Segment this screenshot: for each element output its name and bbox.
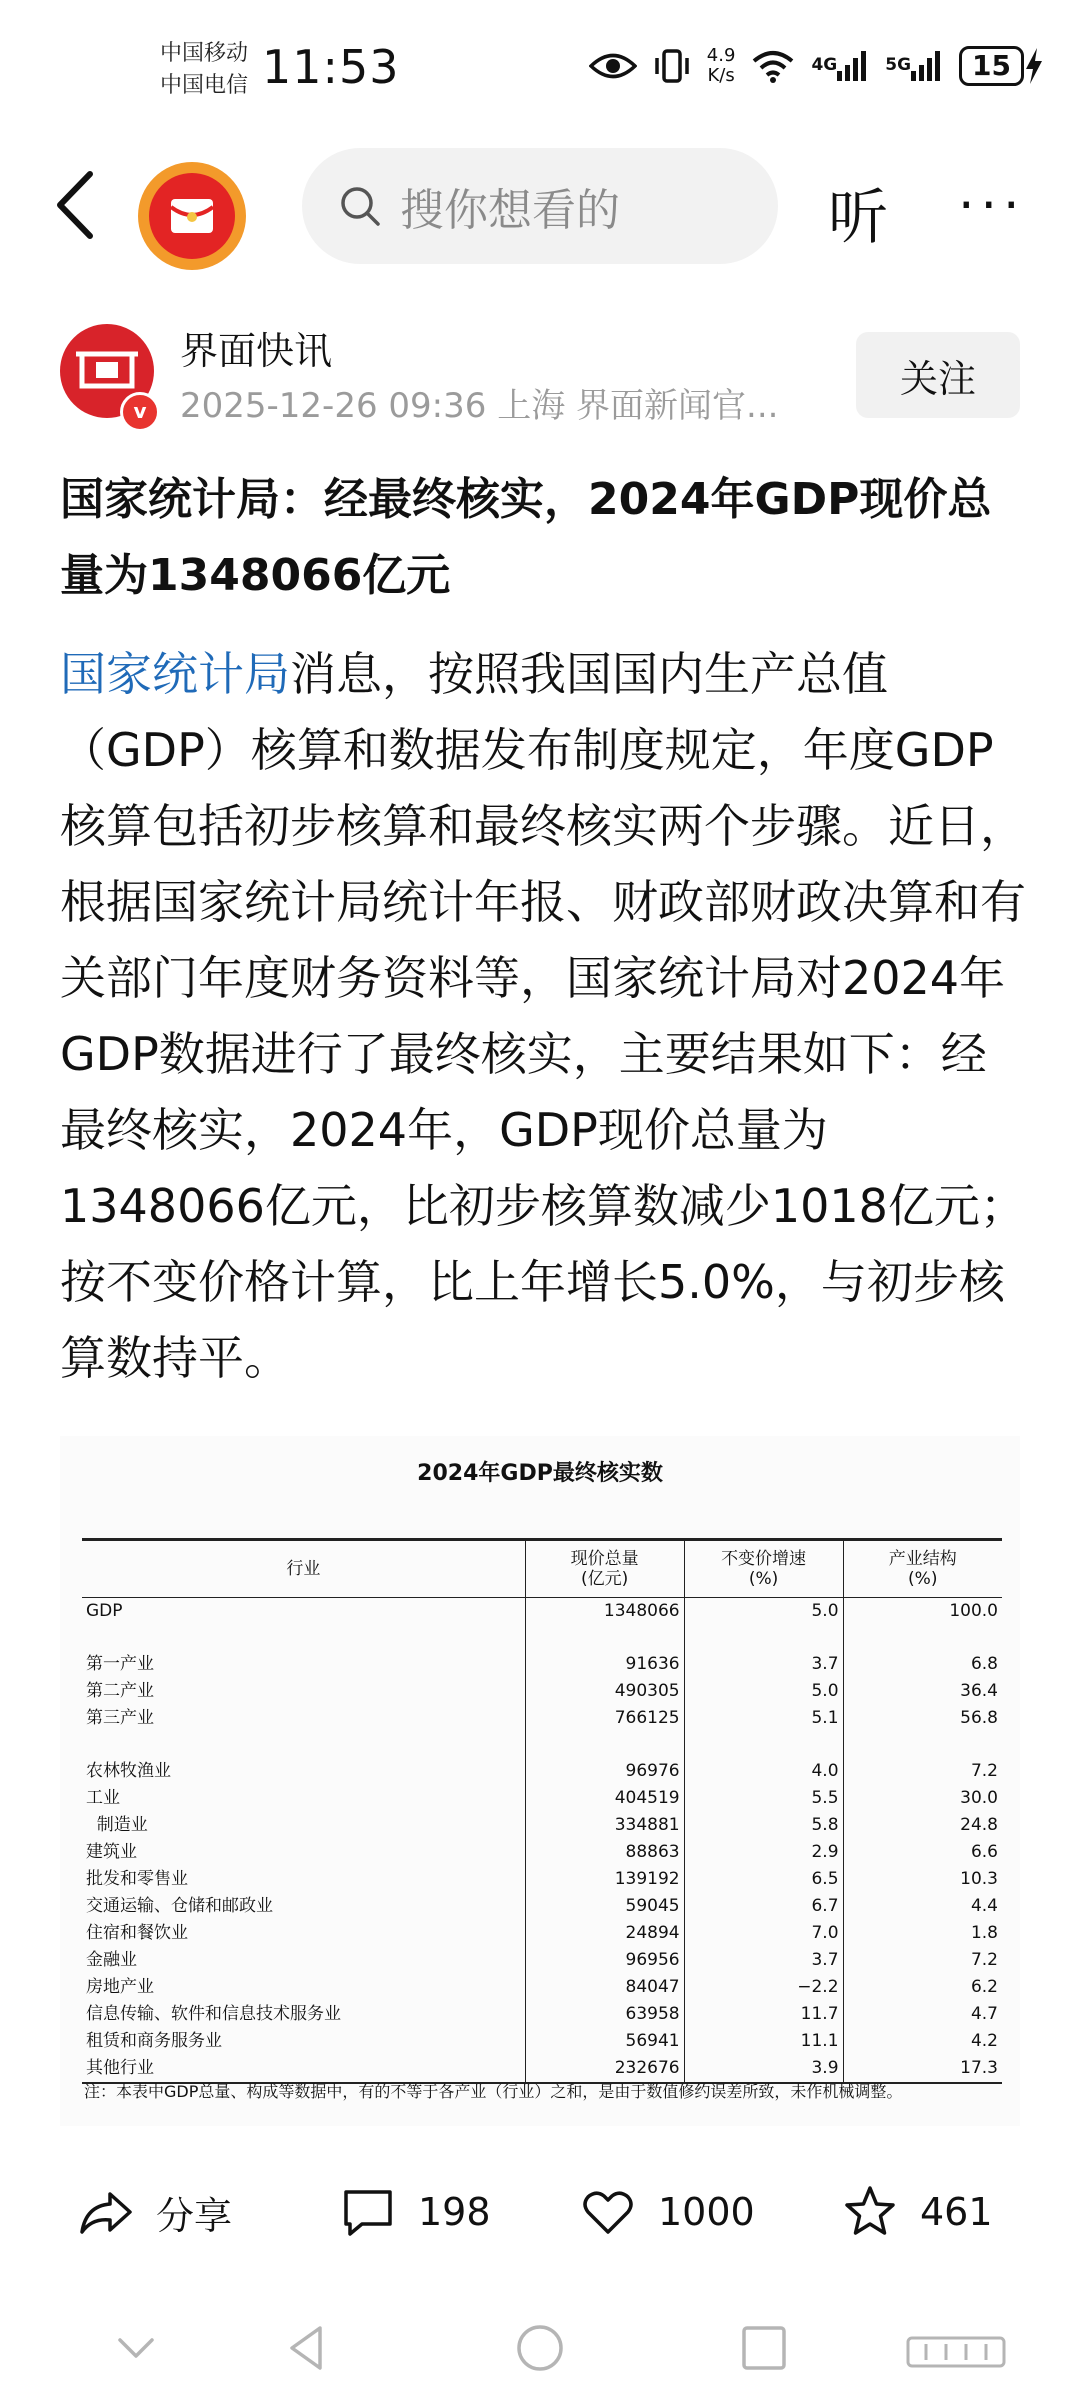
growth-cell: −2.2 [684,1974,843,2001]
growth-cell: 5.0 [684,1678,843,1705]
structure-cell: 10.3 [843,1866,1002,1893]
status-bar [0,0,1080,140]
vibrate-icon [653,48,691,84]
spacer-cell [82,1732,525,1758]
heart-icon [580,2184,636,2240]
header-growth-unit: (%) [748,1569,779,1589]
org-link[interactable]: 国家统计局 [60,647,290,701]
author-row [0,300,1080,430]
structure-cell: 6.2 [843,1974,1002,2001]
growth-cell: 11.7 [684,2001,843,2028]
comment-count: 198 [418,2190,491,2234]
growth-cell: 6.7 [684,1893,843,1920]
spacer-cell [82,1625,525,1651]
table-row [82,1974,1002,2001]
total-cell: 91636 [525,1651,684,1678]
industry-cell: 住宿和餐饮业 [86,1923,188,1943]
spacer-cell [843,1732,1002,1758]
structure-cell: 100.0 [843,1598,1002,1626]
industry-cell: 租赁和商务服务业 [86,2031,222,2051]
total-cell: 96976 [525,1758,684,1785]
total-cell: 96956 [525,1947,684,1974]
growth-cell: 5.0 [684,1598,843,1626]
industry-cell: 其他行业 [82,2055,525,2083]
signal-icon [835,49,869,83]
carrier-info [160,38,248,102]
post-time: 09:36 [388,386,487,426]
growth-cell: 5.8 [684,1812,843,1839]
wifi-icon [751,48,795,84]
table-row [82,1866,1002,1893]
table-row [82,1758,1002,1785]
table-title: 2024年GDP最终核实数 [417,1461,663,1486]
envelope-icon [167,193,217,239]
follow-button[interactable]: 关注 [856,332,1020,418]
table-body [82,1598,1002,2084]
structure-cell: 4.2 [843,2028,1002,2055]
author-name[interactable]: 界面快讯 [180,329,333,373]
keyboard-icon[interactable] [906,2334,1006,2370]
industry-cell: 建筑业 [86,1842,137,1862]
structure-cell: 6.6 [843,1839,1002,1866]
total-cell: 24894 [525,1920,684,1947]
structure-cell: 1.8 [843,1920,1002,1947]
structure-cell: 7.2 [843,1947,1002,1974]
nav-home-icon[interactable] [512,2320,568,2376]
total-cell: 88863 [525,1839,684,1866]
carrier-secondary: 中国电信 [160,73,249,98]
more-button[interactable]: ··· [958,176,1026,236]
spacer-cell [684,1625,843,1651]
growth-cell: 4.0 [684,1758,843,1785]
app-logo-inner [149,173,235,259]
industry-cell: 信息传输、软件和信息技术服务业 [86,2004,341,2024]
structure-cell: 4.4 [843,1893,1002,1920]
growth-cell: 2.9 [684,1839,843,1866]
industry-cell: 交通运输、仓储和邮政业 [86,1896,273,1916]
carrier-primary: 中国移动 [160,41,249,66]
charging-icon [1024,47,1044,85]
total-cell: 404519 [525,1785,684,1812]
status-icons [589,46,1044,86]
total-cell: 139192 [525,1866,684,1893]
header-structure-label: 产业结构 [888,1549,957,1569]
listen-button[interactable]: 听 [828,183,888,253]
share-label: 分享 [156,2193,233,2238]
search-box[interactable] [302,148,778,264]
total-cell: 59045 [525,1893,684,1920]
article-title: 国家统计局：经最终核实，2024年GDP现价总量为1348066亿元 [60,474,992,601]
industry-cell: 批发和零售业 [86,1869,188,1889]
nav-recents-icon[interactable] [736,2320,792,2376]
table-note: 注：本表中GDP总量、构成等数据中，有的不等于各产业（行业）之和，是由于数值修约误差所致，未作机械调整。 [84,2082,903,2101]
growth-cell: 6.5 [684,1866,843,1893]
top-nav [0,140,1080,270]
header-growth-label: 不变价增速 [721,1549,807,1569]
growth-cell: 3.7 [684,1651,843,1678]
structure-cell: 4.7 [843,2001,1002,2028]
table-row [82,2028,1002,2055]
industry-cell: 第二产业 [86,1681,154,1701]
header-total-unit: (亿元) [581,1569,629,1589]
table-row [82,1839,1002,1866]
table-row [82,1598,1002,1626]
table-row [82,1785,1002,1812]
comment-button[interactable] [340,2184,491,2240]
total-cell: 766125 [525,1705,684,1732]
article-body [60,636,1030,1396]
table-spacer-row [82,1625,1002,1651]
header-total-label: 现价总量 [570,1549,639,1569]
industry-cell: 第三产业 [86,1708,154,1728]
star-icon [842,2184,898,2240]
industry-cell: 房地产业 [86,1977,154,1997]
total-cell: 490305 [525,1678,684,1705]
table-row [82,1812,1002,1839]
total-cell: 84047 [525,1974,684,2001]
structure-cell: 56.8 [843,1705,1002,1732]
growth-cell: 11.1 [684,2028,843,2055]
signal-4g-label: 4G [811,55,838,75]
total-cell: 334881 [525,1812,684,1839]
favorite-count: 461 [920,2190,993,2234]
post-source: 界面新闻官... [576,386,779,426]
signal-icon [909,49,943,83]
post-meta [180,378,820,427]
growth-cell: 3.7 [684,1947,843,1974]
industry-cell: 制造业 [86,1815,148,1835]
action-bar [0,2164,1080,2264]
app-logo[interactable] [138,162,246,270]
table-row [82,1920,1002,1947]
structure-cell: 17.3 [843,2055,1002,2083]
growth-cell: 7.0 [684,1920,843,1947]
favorite-button[interactable] [842,2184,993,2240]
signal-4g [811,49,869,83]
table-row [82,2055,1002,2083]
net-speed [707,46,736,86]
spacer-cell [525,1732,684,1758]
signal-5g-label: 5G [885,55,912,75]
growth-cell: 3.9 [684,2055,843,2083]
industry-cell: GDP [86,1601,123,1621]
table-row [82,1678,1002,1705]
header-structure [843,1540,1002,1598]
table-row [82,1705,1002,1732]
table-row [82,1893,1002,1920]
post-location: 上海 [497,386,566,426]
growth-cell: 5.5 [684,1785,843,1812]
structure-cell: 24.8 [843,1812,1002,1839]
net-speed-value: 4.9 [706,45,736,66]
industry-cell: 农林牧渔业 [86,1761,171,1781]
search-icon [338,184,382,228]
header-growth [684,1540,843,1598]
share-button[interactable] [78,2184,232,2240]
table-row [82,1651,1002,1678]
post-date: 2025-12-26 [180,386,378,426]
growth-cell: 5.1 [684,1705,843,1732]
structure-cell: 7.2 [843,1758,1002,1785]
header-industry [82,1540,525,1598]
total-cell: 56941 [525,2028,684,2055]
search-placeholder: 搜你想看的 [400,185,620,236]
table-row [82,2001,1002,2028]
chevron-down-icon[interactable] [108,2320,164,2376]
signal-5g [885,49,943,83]
share-icon [78,2184,134,2240]
like-button[interactable] [580,2184,755,2240]
spacer-cell [684,1732,843,1758]
article-text: 消息，按照我国国内生产总值（GDP）核算和数据发布制度规定，年度GDP核算包括初步核算和最终核实两个步骤。近日，根据国家统计局统计年报、财政部财政决算和有关部门年度财务资料等，国家统计局对2024年GDP数据进行了最终核实，主要结果如下：经最终核实，2024年，GDP现价总量为1348066亿元，比初步核算数减少1018亿元；按不变价格计算，比上年增长5.0%，与初步核算数持平。 [60,647,1026,1385]
industry-cell: 金融业 [86,1950,137,1970]
total-cell: 1348066 [525,1598,684,1626]
net-speed-unit: K/s [707,65,735,86]
structure-cell: 36.4 [843,1678,1002,1705]
battery-icon [959,46,1044,86]
nav-back-icon[interactable] [280,2320,336,2376]
table-spacer-row [82,1732,1002,1758]
structure-cell: 30.0 [843,1785,1002,1812]
total-cell: 63958 [525,2001,684,2028]
total-cell: 232676 [525,2055,684,2083]
gdp-table [82,1538,1002,2084]
spacer-cell [843,1625,1002,1651]
comment-icon [340,2184,396,2240]
battery-level: 15 [959,46,1024,86]
spacer-cell [525,1625,684,1651]
status-time: 11:53 [262,40,400,94]
like-count: 1000 [658,2190,755,2234]
table-header-row [82,1540,1002,1598]
header-industry-label: 行业 [286,1559,321,1579]
eye-icon [589,51,637,81]
header-total [525,1540,684,1598]
structure-cell: 6.8 [843,1651,1002,1678]
verified-badge: v [120,392,160,432]
gdp-table-image[interactable] [60,1436,1020,2126]
table-row [82,1947,1002,1974]
header-structure-unit: (%) [908,1569,938,1589]
system-nav-bar [0,2300,1080,2400]
back-icon[interactable] [48,168,108,242]
industry-cell: 工业 [86,1788,120,1808]
industry-cell: 第一产业 [86,1654,154,1674]
